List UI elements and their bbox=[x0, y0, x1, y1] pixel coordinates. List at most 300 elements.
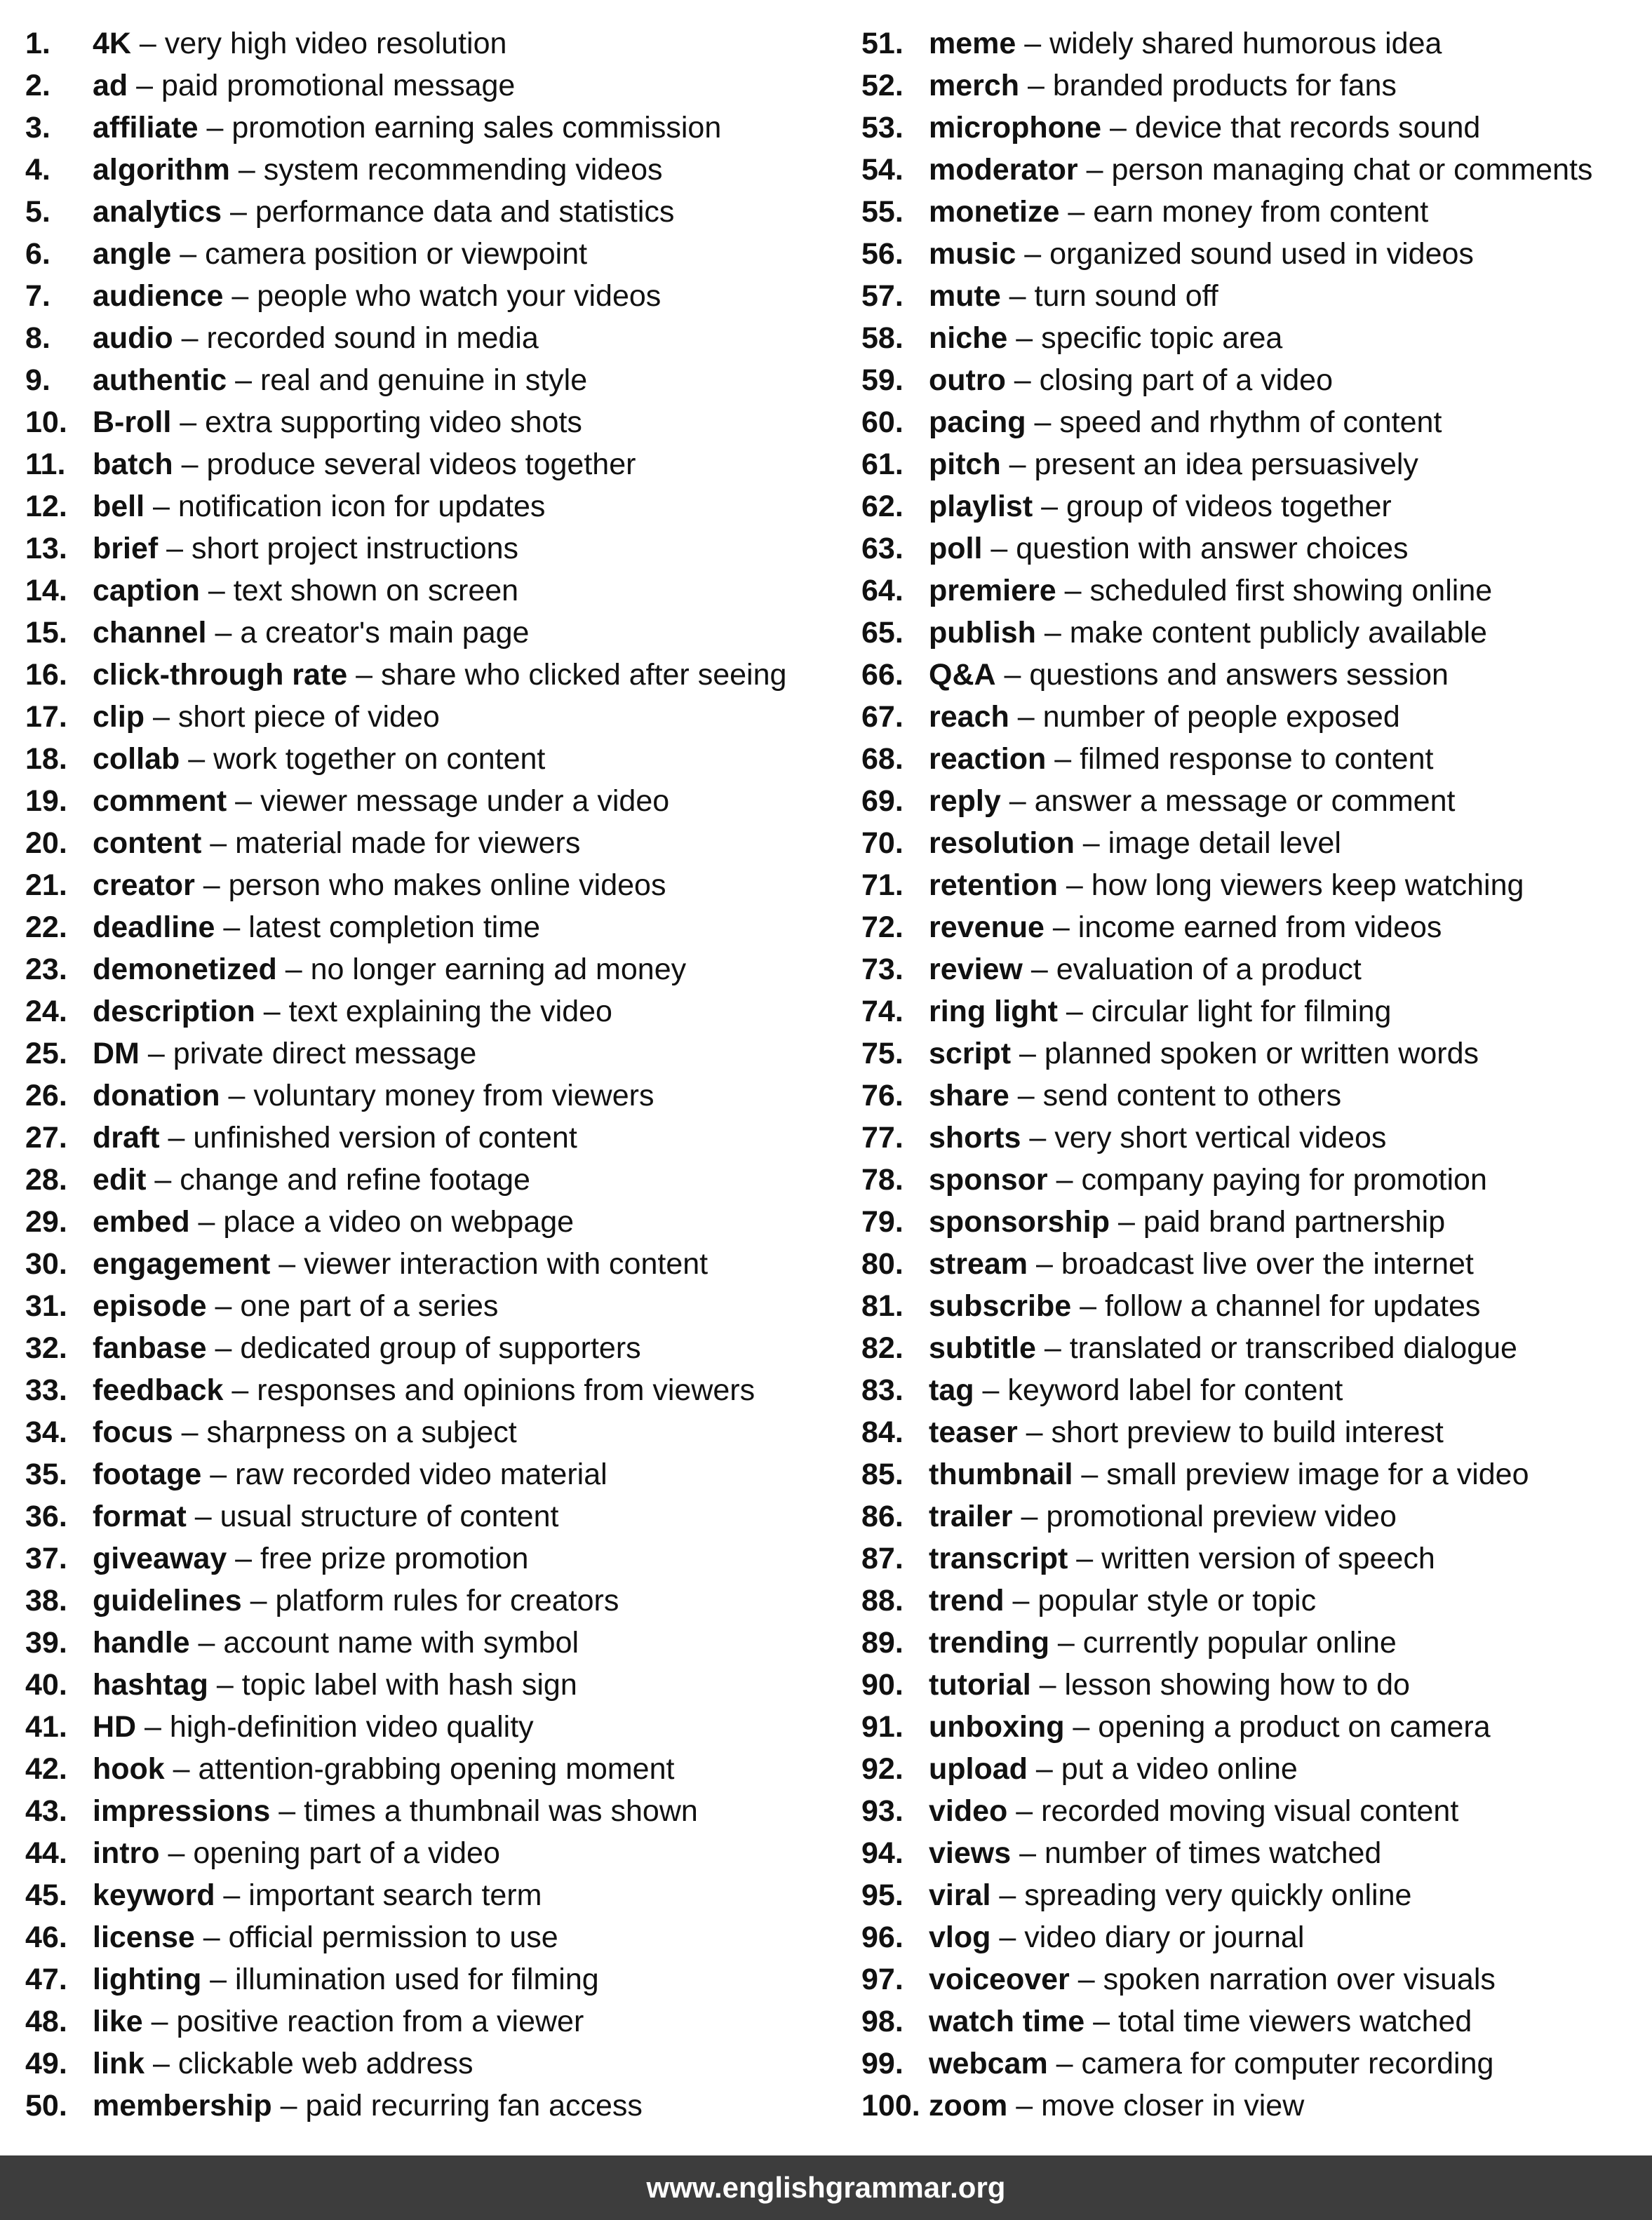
vocabulary-entry bbox=[25, 1664, 832, 1706]
entry-separator: – bbox=[201, 826, 236, 860]
entry-number: 33. bbox=[25, 1373, 67, 1407]
vocabulary-entry bbox=[25, 149, 832, 191]
entry-term: voiceover bbox=[929, 1963, 1070, 1996]
entry-number: 62. bbox=[861, 490, 904, 523]
entry-definition: filmed response to content bbox=[1080, 742, 1434, 776]
entry-separator: – bbox=[241, 1584, 276, 1617]
entry-definition: real and genuine in style bbox=[260, 363, 588, 397]
entry-definition: dedicated group of supporters bbox=[240, 1331, 641, 1365]
entry-separator: – bbox=[194, 1920, 229, 1954]
entry-separator: – bbox=[1016, 237, 1050, 271]
vocabulary-entry bbox=[861, 1832, 1647, 1874]
vocabulary-entry bbox=[25, 401, 832, 443]
entry-separator: – bbox=[128, 69, 161, 102]
vocabulary-entry bbox=[25, 359, 832, 401]
entry-term: meme bbox=[929, 27, 1016, 60]
entry-term: B-roll bbox=[93, 405, 172, 439]
entry-number: 37. bbox=[25, 1542, 67, 1575]
entry-term: impressions bbox=[93, 1794, 271, 1828]
vocabulary-entry bbox=[861, 1748, 1647, 1790]
entry-definition: viewer interaction with content bbox=[304, 1247, 709, 1281]
entry-separator: – bbox=[1017, 1415, 1052, 1449]
entry-term: merch bbox=[929, 69, 1020, 102]
vocabulary-entry bbox=[861, 359, 1647, 401]
entry-term: donation bbox=[93, 1079, 220, 1112]
entry-definition: latest completion time bbox=[248, 910, 541, 944]
entry-separator: – bbox=[146, 1163, 180, 1197]
entry-number: 12. bbox=[25, 490, 67, 523]
entry-definition: change and refine footage bbox=[180, 1163, 530, 1197]
entry-term: bell bbox=[93, 490, 145, 523]
vocabulary-entry bbox=[861, 780, 1647, 822]
entry-term: reaction bbox=[929, 742, 1047, 776]
vocabulary-entry bbox=[25, 948, 832, 990]
entry-number: 87. bbox=[861, 1542, 904, 1575]
entry-definition: popular style or topic bbox=[1037, 1584, 1317, 1617]
entry-term: description bbox=[93, 995, 255, 1028]
entry-term: hashtag bbox=[93, 1668, 208, 1702]
entry-separator: – bbox=[982, 532, 1016, 565]
vocabulary-entry bbox=[25, 1411, 832, 1453]
entry-separator: – bbox=[1049, 1626, 1083, 1660]
vocabulary-entry bbox=[25, 822, 832, 864]
entry-term: tag bbox=[929, 1373, 974, 1407]
entry-number: 42. bbox=[25, 1752, 67, 1786]
entry-number: 92. bbox=[861, 1752, 904, 1786]
entry-definition: system recommending videos bbox=[263, 153, 663, 187]
entry-number: 35. bbox=[25, 1458, 67, 1491]
entry-definition: performance data and statistics bbox=[255, 195, 675, 229]
entry-term: membership bbox=[93, 2089, 272, 2123]
entry-number: 8. bbox=[25, 321, 51, 355]
entry-number: 66. bbox=[861, 658, 904, 692]
vocabulary-entry bbox=[861, 1790, 1647, 1832]
entry-number: 53. bbox=[861, 111, 904, 144]
entry-separator: – bbox=[1009, 700, 1043, 734]
vocabulary-entry bbox=[25, 191, 832, 233]
entry-definition: keyword label for content bbox=[1007, 1373, 1343, 1407]
entry-definition: company paying for promotion bbox=[1081, 1163, 1487, 1197]
entry-number: 10. bbox=[25, 405, 67, 439]
entry-term: teaser bbox=[929, 1415, 1018, 1449]
entry-term: HD bbox=[93, 1710, 137, 1744]
entry-definition: branded products for fans bbox=[1052, 69, 1397, 102]
entry-number: 93. bbox=[861, 1794, 904, 1828]
entry-number: 38. bbox=[25, 1584, 67, 1617]
entry-term: mute bbox=[929, 279, 1001, 313]
vocabulary-entry bbox=[25, 1032, 832, 1075]
vocabulary-entry bbox=[25, 654, 832, 696]
entry-separator: – bbox=[142, 2005, 177, 2038]
entry-separator: – bbox=[1000, 784, 1035, 818]
entry-separator: – bbox=[158, 532, 192, 565]
vocabulary-list-left-column bbox=[25, 22, 832, 2127]
entry-number: 5. bbox=[25, 195, 51, 229]
vocabulary-entry bbox=[25, 1748, 832, 1790]
entry-separator: – bbox=[1027, 1752, 1061, 1786]
vocabulary-entry bbox=[25, 990, 832, 1032]
entry-definition: share who clicked after seeing bbox=[380, 658, 787, 692]
vocabulary-entry bbox=[25, 1832, 832, 1874]
entry-separator: – bbox=[1035, 1331, 1070, 1365]
vocabulary-entry bbox=[25, 1159, 832, 1201]
entry-definition: one part of a series bbox=[240, 1289, 499, 1323]
vocabulary-entry bbox=[861, 696, 1647, 738]
entry-definition: lesson showing how to do bbox=[1064, 1668, 1410, 1702]
vocabulary-entry bbox=[861, 1159, 1647, 1201]
entry-term: moderator bbox=[929, 153, 1078, 187]
entry-definition: follow a channel for updates bbox=[1104, 1289, 1481, 1323]
entry-definition: positive reaction from a viewer bbox=[176, 2005, 584, 2038]
entry-definition: free prize promotion bbox=[260, 1542, 529, 1575]
entry-term: viral bbox=[929, 1878, 991, 1912]
entry-number: 100. bbox=[861, 2089, 920, 2123]
entry-number: 22. bbox=[25, 910, 67, 944]
entry-term: content bbox=[93, 826, 202, 860]
vocabulary-entry bbox=[25, 1117, 832, 1159]
entry-term: trailer bbox=[929, 1500, 1013, 1533]
entry-number: 24. bbox=[25, 995, 67, 1028]
entry-definition: work together on content bbox=[213, 742, 546, 776]
vocabulary-entry bbox=[861, 65, 1647, 107]
entry-term: trending bbox=[929, 1626, 1049, 1660]
entry-term: trend bbox=[929, 1584, 1005, 1617]
entry-term: algorithm bbox=[93, 153, 230, 187]
entry-term: lighting bbox=[93, 1963, 202, 1996]
entry-term: brief bbox=[93, 532, 159, 565]
entry-separator: – bbox=[139, 1037, 173, 1070]
entry-separator: – bbox=[164, 1752, 199, 1786]
entry-number: 36. bbox=[25, 1500, 67, 1533]
vocabulary-entry bbox=[861, 1117, 1647, 1159]
entry-term: stream bbox=[929, 1247, 1028, 1281]
vocabulary-entry bbox=[861, 948, 1647, 990]
vocabulary-entry bbox=[25, 2085, 832, 2127]
vocabulary-entry bbox=[861, 1495, 1647, 1538]
entry-number: 51. bbox=[861, 27, 904, 60]
entry-number: 96. bbox=[861, 1920, 904, 1954]
entry-number: 31. bbox=[25, 1289, 67, 1323]
entry-number: 34. bbox=[25, 1415, 67, 1449]
entry-definition: unfinished version of content bbox=[193, 1121, 577, 1155]
vocabulary-entry bbox=[861, 738, 1647, 780]
vocabulary-entry bbox=[861, 990, 1647, 1032]
entry-separator: – bbox=[227, 363, 260, 397]
entry-definition: put a video online bbox=[1061, 1752, 1298, 1786]
entry-number: 76. bbox=[861, 1079, 904, 1112]
entry-term: click-through rate bbox=[93, 658, 348, 692]
entry-definition: send content to others bbox=[1042, 1079, 1342, 1112]
vocabulary-entry bbox=[25, 738, 832, 780]
entry-term: subtitle bbox=[929, 1331, 1036, 1365]
entry-term: pitch bbox=[929, 448, 1001, 481]
vocabulary-entry bbox=[25, 906, 832, 948]
entry-number: 72. bbox=[861, 910, 904, 944]
entry-number: 47. bbox=[25, 1963, 67, 1996]
entry-number: 23. bbox=[25, 953, 67, 986]
entry-number: 32. bbox=[25, 1331, 67, 1365]
vocabulary-entry bbox=[25, 570, 832, 612]
entry-number: 58. bbox=[861, 321, 904, 355]
entry-definition: no longer earning ad money bbox=[310, 953, 687, 986]
entry-number: 65. bbox=[861, 616, 904, 650]
entry-separator: – bbox=[201, 1963, 236, 1996]
entry-separator: – bbox=[1101, 111, 1135, 144]
entry-definition: very high video resolution bbox=[164, 27, 507, 60]
vocabulary-entry bbox=[861, 233, 1647, 275]
entry-term: tutorial bbox=[929, 1668, 1031, 1702]
entry-definition: extra supporting video shots bbox=[205, 405, 582, 439]
entry-separator: – bbox=[1059, 195, 1094, 229]
entry-separator: – bbox=[271, 2089, 306, 2123]
entry-term: sponsor bbox=[929, 1163, 1048, 1197]
entry-number: 9. bbox=[25, 363, 51, 397]
vocabulary-entry bbox=[25, 527, 832, 570]
entry-definition: viewer message under a video bbox=[260, 784, 670, 818]
entry-term: views bbox=[929, 1836, 1012, 1870]
vocabulary-entry bbox=[25, 485, 832, 527]
entry-definition: make content publicly available bbox=[1069, 616, 1487, 650]
entry-definition: official permission to use bbox=[228, 1920, 558, 1954]
entry-term: niche bbox=[929, 321, 1008, 355]
entry-number: 30. bbox=[25, 1247, 67, 1281]
entry-number: 40. bbox=[25, 1668, 67, 1702]
entry-separator: – bbox=[1057, 995, 1092, 1028]
entry-number: 83. bbox=[861, 1373, 904, 1407]
entry-number: 11. bbox=[25, 448, 66, 481]
entry-number: 82. bbox=[861, 1331, 904, 1365]
entry-separator: – bbox=[1007, 321, 1042, 355]
entry-definition: text shown on screen bbox=[233, 574, 519, 607]
entry-term: focus bbox=[93, 1415, 173, 1449]
entry-term: hook bbox=[93, 1752, 165, 1786]
entry-number: 91. bbox=[861, 1710, 904, 1744]
entry-separator: – bbox=[1047, 2047, 1082, 2080]
entry-term: collab bbox=[93, 742, 180, 776]
entry-number: 97. bbox=[861, 1963, 904, 1996]
entry-term: link bbox=[93, 2047, 145, 2080]
entry-definition: written version of speech bbox=[1101, 1542, 1435, 1575]
entry-definition: group of videos together bbox=[1066, 490, 1392, 523]
entry-number: 99. bbox=[861, 2047, 904, 2080]
entry-separator: – bbox=[215, 1878, 249, 1912]
entry-definition: earn money from content bbox=[1093, 195, 1429, 229]
entry-definition: income earned from videos bbox=[1077, 910, 1442, 944]
vocabulary-entry bbox=[861, 1664, 1647, 1706]
vocabulary-entry bbox=[25, 612, 832, 654]
entry-term: retention bbox=[929, 868, 1058, 902]
entry-definition: notification icon for updates bbox=[177, 490, 546, 523]
entry-term: transcript bbox=[929, 1542, 1068, 1575]
entry-separator: – bbox=[1004, 1584, 1038, 1617]
entry-number: 71. bbox=[861, 868, 904, 902]
entry-term: fanbase bbox=[93, 1331, 207, 1365]
vocabulary-entry bbox=[25, 1916, 832, 1958]
entry-separator: – bbox=[270, 1247, 304, 1281]
vocabulary-entry bbox=[25, 1285, 832, 1327]
entry-definition: number of people exposed bbox=[1042, 700, 1400, 734]
vocabulary-entry bbox=[861, 654, 1647, 696]
entry-term: monetize bbox=[929, 195, 1060, 229]
entry-number: 49. bbox=[25, 2047, 67, 2080]
entry-number: 60. bbox=[861, 405, 904, 439]
vocabulary-entry bbox=[861, 1916, 1647, 1958]
entry-definition: translated or transcribed dialogue bbox=[1069, 1331, 1517, 1365]
entry-definition: present an idea persuasively bbox=[1034, 448, 1418, 481]
entry-term: watch time bbox=[929, 2005, 1085, 2038]
entry-number: 57. bbox=[861, 279, 904, 313]
entry-number: 54. bbox=[861, 153, 904, 187]
entry-term: edit bbox=[93, 1163, 147, 1197]
entry-number: 59. bbox=[861, 363, 904, 397]
entry-separator: – bbox=[1012, 1500, 1047, 1533]
vocabulary-entry bbox=[25, 1706, 832, 1748]
vocabulary-entry bbox=[25, 1622, 832, 1664]
vocabulary-entry bbox=[861, 527, 1647, 570]
entry-separator: – bbox=[1074, 826, 1108, 860]
entry-separator: – bbox=[1047, 1163, 1082, 1197]
entry-number: 61. bbox=[861, 448, 904, 481]
vocabulary-entry bbox=[25, 780, 832, 822]
entry-separator: – bbox=[995, 658, 1030, 692]
vocabulary-entry bbox=[25, 1790, 832, 1832]
vocabulary-entry bbox=[25, 107, 832, 149]
entry-definition: question with answer choices bbox=[1016, 532, 1409, 565]
entry-definition: questions and answers session bbox=[1029, 658, 1449, 692]
vocabulary-entry bbox=[861, 1453, 1647, 1495]
entry-separator: – bbox=[1056, 574, 1090, 607]
entry-definition: short piece of video bbox=[177, 700, 440, 734]
entry-definition: short project instructions bbox=[192, 532, 519, 565]
entry-definition: organized sound used in videos bbox=[1049, 237, 1474, 271]
entry-separator: – bbox=[1046, 742, 1080, 776]
vocabulary-entry bbox=[861, 2085, 1647, 2127]
entry-number: 85. bbox=[861, 1458, 904, 1491]
entry-term: feedback bbox=[93, 1373, 224, 1407]
entry-definition: camera position or viewpoint bbox=[205, 237, 588, 271]
entry-number: 64. bbox=[861, 574, 904, 607]
entry-number: 39. bbox=[25, 1626, 67, 1660]
entry-number: 67. bbox=[861, 700, 904, 734]
footer-website: www.englishgrammar.org bbox=[0, 2155, 1652, 2220]
entry-definition: topic label with hash sign bbox=[241, 1668, 577, 1702]
vocabulary-entry bbox=[861, 1411, 1647, 1453]
entry-number: 88. bbox=[861, 1584, 904, 1617]
entry-separator: – bbox=[136, 1710, 170, 1744]
entry-definition: private direct message bbox=[173, 1037, 477, 1070]
entry-separator: – bbox=[145, 2047, 178, 2080]
entry-definition: paid brand partnership bbox=[1143, 1205, 1446, 1239]
entry-definition: currently popular online bbox=[1082, 1626, 1397, 1660]
entry-separator: – bbox=[215, 910, 249, 944]
entry-definition: widely shared humorous idea bbox=[1049, 27, 1442, 60]
entry-definition: how long viewers keep watching bbox=[1091, 868, 1524, 902]
entry-term: vlog bbox=[929, 1920, 991, 1954]
vocabulary-entry bbox=[861, 485, 1647, 527]
entry-separator: – bbox=[990, 1920, 1025, 1954]
entry-term: DM bbox=[93, 1037, 140, 1070]
entry-term: 4K bbox=[93, 27, 131, 60]
entry-definition: answer a message or comment bbox=[1034, 784, 1456, 818]
entry-term: guidelines bbox=[93, 1584, 242, 1617]
entry-number: 21. bbox=[25, 868, 67, 902]
entry-term: resolution bbox=[929, 826, 1075, 860]
entry-definition: attention-grabbing opening moment bbox=[198, 1752, 675, 1786]
entry-separator: – bbox=[1064, 1710, 1099, 1744]
entry-number: 77. bbox=[861, 1121, 904, 1155]
entry-term: sponsorship bbox=[929, 1205, 1110, 1239]
entry-definition: account name with symbol bbox=[223, 1626, 579, 1660]
entry-number: 70. bbox=[861, 826, 904, 860]
entry-separator: – bbox=[347, 658, 381, 692]
entry-term: review bbox=[929, 953, 1023, 986]
entry-separator: – bbox=[1028, 1247, 1061, 1281]
entry-separator: – bbox=[159, 1836, 194, 1870]
entry-definition: evaluation of a product bbox=[1056, 953, 1362, 986]
entry-definition: turn sound off bbox=[1034, 279, 1218, 313]
entry-separator: – bbox=[276, 953, 311, 986]
entry-definition: clickable web address bbox=[177, 2047, 474, 2080]
entry-definition: opening part of a video bbox=[193, 1836, 500, 1870]
entry-term: zoom bbox=[929, 2089, 1008, 2123]
entry-term: demonetized bbox=[93, 953, 277, 986]
entry-term: comment bbox=[93, 784, 227, 818]
entry-definition: planned spoken or written words bbox=[1044, 1037, 1479, 1070]
entry-term: pacing bbox=[929, 405, 1026, 439]
entry-term: poll bbox=[929, 532, 983, 565]
entry-definition: opening a product on camera bbox=[1098, 1710, 1491, 1744]
entry-number: 46. bbox=[25, 1920, 67, 1954]
entry-separator: – bbox=[1044, 910, 1078, 944]
entry-term: publish bbox=[929, 616, 1036, 650]
entry-term: batch bbox=[93, 448, 173, 481]
vocabulary-entry bbox=[25, 1874, 832, 1916]
entry-number: 84. bbox=[861, 1415, 904, 1449]
vocabulary-entry bbox=[25, 1958, 832, 2000]
entry-definition: video diary or journal bbox=[1024, 1920, 1305, 1954]
vocabulary-entry bbox=[861, 906, 1647, 948]
entry-separator: – bbox=[180, 742, 214, 776]
entry-separator: – bbox=[1000, 448, 1035, 481]
entry-term: embed bbox=[93, 1205, 190, 1239]
entry-term: like bbox=[93, 2005, 143, 2038]
entry-separator: – bbox=[1019, 69, 1053, 102]
entry-number: 28. bbox=[25, 1163, 67, 1197]
vocabulary-entry bbox=[25, 1243, 832, 1285]
entry-separator: – bbox=[1077, 153, 1112, 187]
entry-number: 95. bbox=[861, 1878, 904, 1912]
vocabulary-entry bbox=[25, 65, 832, 107]
entry-number: 6. bbox=[25, 237, 51, 271]
vocabulary-entry bbox=[25, 1075, 832, 1117]
entry-definition: paid promotional message bbox=[161, 69, 516, 102]
entry-term: analytics bbox=[93, 195, 222, 229]
entry-definition: spoken narration over visuals bbox=[1103, 1963, 1496, 1996]
vocabulary-list-right-column bbox=[861, 22, 1647, 2127]
vocabulary-entry bbox=[861, 570, 1647, 612]
entry-term: license bbox=[93, 1920, 195, 1954]
entry-definition: image detail level bbox=[1108, 826, 1341, 860]
entry-separator: – bbox=[159, 1121, 194, 1155]
entry-number: 63. bbox=[861, 532, 904, 565]
vocabulary-entry bbox=[861, 275, 1647, 317]
vocabulary-entry bbox=[861, 1327, 1647, 1369]
entry-separator: – bbox=[1030, 1668, 1065, 1702]
entry-separator: – bbox=[1110, 1205, 1143, 1239]
vocabulary-entry bbox=[25, 22, 832, 65]
entry-number: 29. bbox=[25, 1205, 67, 1239]
entry-definition: paid recurring fan access bbox=[305, 2089, 643, 2123]
